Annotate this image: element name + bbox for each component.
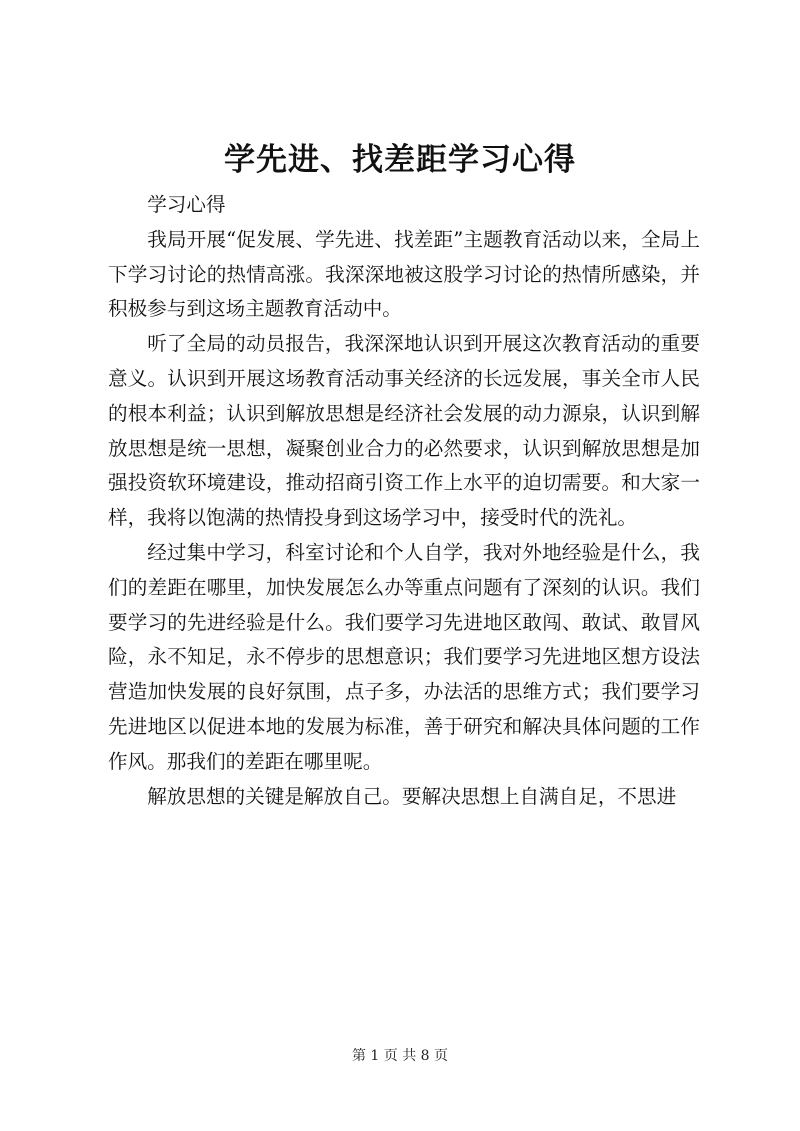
paragraph-2: 听了全局的动员报告，我深深地认识到开展这次教育活动的重要意义。认识到开展这场教育活动事关经济的长远发展，事关全市人民的根本利益；认识到解放思想是经济社会发展的动力源泉，认识到解放思想是统一思想，凝聚创业合力的必然要求，认识到解放思想是加强投资软环境建设，推动招商引资工作上水平的迫切需要。和大家一样，我将以饱满的热情投身到这场学习中，接受时代的洗礼。	[108, 332, 700, 530]
document-title: 学先进、找差距学习心得	[224, 142, 576, 178]
page-footer: 第 1 页 共 8 页	[351, 1048, 449, 1064]
paragraph-3: 经过集中学习，科室讨论和个人自学，我对外地经验是什么，我们的差距在哪里，加快发展怎么办等重点问题有了深刻的认识。我们要学习的先进经验是什么。我们要学习先进地区敢闯、敢试、敢冒风险，永不知足，永不停步的思想意识；我们要学习先进地区想方设法营造加快发展的良好氛围，点子多，办法活的思维方式；我们要学习先进地区以促进本地的发展为标准，善于研究和解决具体问题的工作作风。那我们的差距在哪里呢。	[108, 540, 700, 773]
paragraph-4: 解放思想的关键是解放自己。要解决思想上自满自足，不思进	[147, 784, 677, 808]
document-body	[108, 188, 700, 814]
paragraph-heading: 学习心得	[147, 193, 226, 216]
paragraph-1: 我局开展“促发展、学先进、找差距”主题教育活动以来，全局上下学习讨论的热情高涨。我深深地被这股学习讨论的热情所感染，并积极参与到这场主题教育活动中。	[108, 227, 700, 321]
